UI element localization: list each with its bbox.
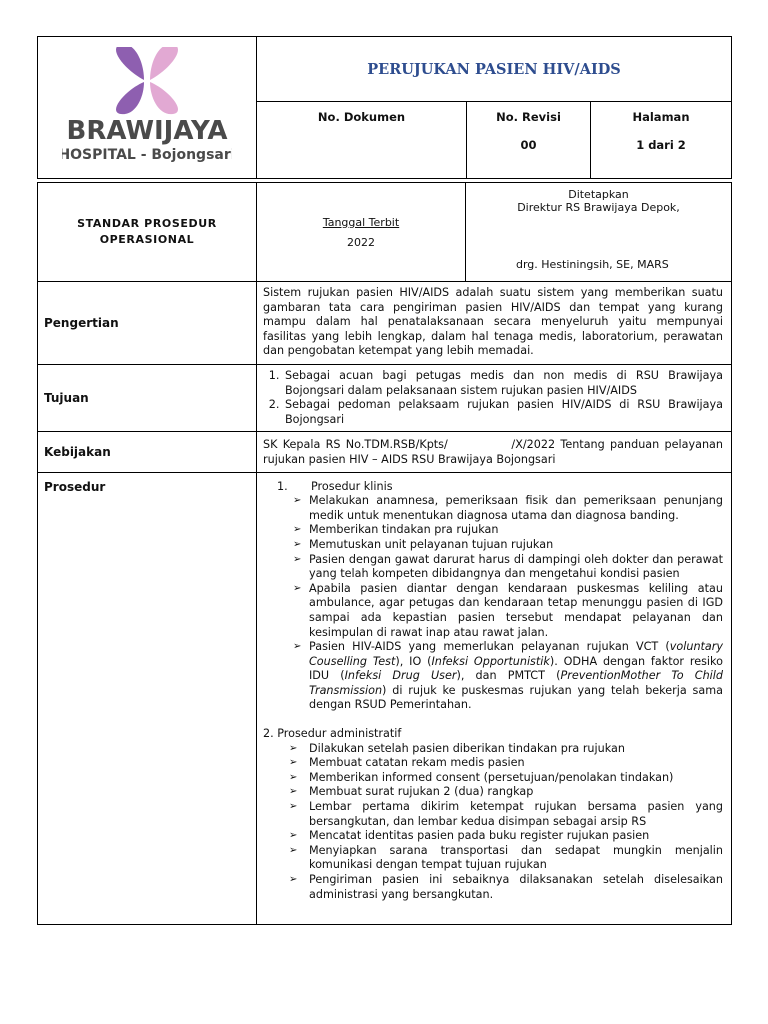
vct-text-4: ), dan PMTCT ( (456, 669, 561, 683)
list-item: ➢ Mencatat identitas pasien pada buku register rujukan pasien (289, 829, 723, 844)
tujuan-list (263, 369, 723, 427)
vct-italic-1: voluntary Couselling Test (309, 640, 723, 668)
list-item: ➢ Pasien dengan gawat darurat harus di dampingi oleh dokter dan perawat yang telah kompeten dibidangnya dan mengetahui kondisi pasien (293, 553, 723, 582)
ditetapkan-text: Ditetapkan (568, 188, 629, 201)
list-item: ➢ Lembar pertama dikirim ketempat rujukan bersama pasien yang bersangkutan, dan lembar kedua disimpan sebagai arsip RS (289, 800, 723, 829)
prosedur-klinis-number: 1. (277, 479, 288, 493)
kebijakan-text: SK Kepala RS No.TDM.RSB/Kpts/ /X/2022 Tentang panduan pelayanan rujukan pasien HIV – AIDS RSU Brawijaya Bojongsari (257, 432, 732, 472)
list-item: ➢ Dilakukan setelah pasien diberikan tindakan pra rujukan (289, 742, 723, 757)
list-item: ➢ Memberikan tindakan pra rujukan (293, 523, 723, 538)
pengertian-text: Sistem rujukan pasien HIV/AIDS adalah suatu sistem yang memberikan suatu gambaran tata cara pengiriman pasien HIV/AIDS dan tempat yang kurang mampu dalam hal penatalaksanaan secara menyeluruh yaitu mempunyai fasilitas yang lebih lengkap, dalam hal tenaga medis, laboratorium, perawatan dan pengobatan ketempat yang lebih memadai. (257, 282, 732, 365)
list-item: ➢ Membuat catatan rekam medis pasien (289, 756, 723, 771)
header-table (37, 36, 732, 179)
tujuan-cell (257, 365, 732, 432)
vct-text-5: ) di rujuk ke puskesmas rujukan yang telah bekerja sama dengan RSUD Pemerintahan. (309, 683, 723, 712)
list-item: ➢ Pengiriman pasien ini sebaiknya dilaksanakan setelah diselesaikan administrasi yang bersangkutan. (289, 873, 723, 902)
no-dokumen-cell (257, 102, 467, 179)
logo-brand-text: BRAWIJAYA (66, 115, 228, 146)
no-dokumen-label: No. Dokumen (317, 110, 406, 124)
list-item: 1. Sebagai acuan bagi petugas medis dan non medis di RSU Brawijaya Bojongsari dalam pelaksanaan sistem rujukan pasien HIV/AIDS (283, 369, 723, 398)
tanggal-terbit-label: Tanggal Terbit (322, 215, 400, 229)
halaman-label: Halaman (632, 110, 690, 124)
logo-sub-text: HOSPITAL - Bojongsari (62, 146, 232, 163)
kebijakan-label: Kebijakan (38, 432, 257, 472)
prosedur-label: Prosedur (38, 472, 257, 924)
list-item-vct (293, 640, 723, 713)
direktur-text: Direktur RS Brawijaya Depok, (517, 201, 680, 214)
sop-label-cell (38, 183, 257, 282)
pengertian-label: Pengertian (38, 282, 257, 365)
logo-cell (38, 37, 257, 179)
list-item: 2. Sebagai pedoman pelaksaam rujukan pasien HIV/AIDS di RSU Brawijaya Bojongsari (283, 398, 723, 427)
list-item: ➢ Menyiapkan sarana transportasi dan sedapat mungkin menjalin komunikasi dengan tempat tujuan rujukan (289, 844, 723, 873)
list-item: ➢ Memutuskan unit pelayanan tujuan rujukan (293, 538, 723, 553)
vct-text-2: ), IO ( (395, 654, 432, 668)
sop-document (37, 36, 731, 925)
prosedur-klinis-heading (263, 480, 723, 495)
tanggal-terbit-cell (257, 183, 466, 282)
vct-italic-2: Infeksi Opportunistik (431, 654, 550, 668)
vct-text-3: ). ODHA dengan faktor resiko IDU ( (309, 654, 723, 683)
body-table (37, 182, 732, 925)
vct-text-1: Pasien HIV-AIDS yang memerlukan pelayanan rujukan VCT ( (309, 640, 670, 654)
halaman-cell (591, 102, 732, 179)
list-item: ➢ Membuat surat rujukan 2 (dua) rangkap (289, 785, 723, 800)
hospital-logo-icon (62, 47, 232, 165)
no-revisi-label: No. Revisi (496, 110, 561, 124)
prosedur-administratif-list (263, 742, 723, 903)
no-revisi-value: 00 (520, 138, 537, 152)
vct-italic-4: PreventionMother To Child Transmission (309, 669, 723, 697)
list-item: ➢ Apabila pasien diantar dengan kendaraan puskesmas keliling atau ambulance, agar petugas dan kendaraan tetap menunggu pasien di IGD sampai ada kepastian pasien tersebut mendapat pelayanan dan kesimpulan di rawat inap atau rawat jalan. (293, 582, 723, 640)
prosedur-klinis-list (263, 494, 723, 713)
penetapan-cell (466, 183, 732, 282)
prosedur-klinis-title: Prosedur klinis (311, 479, 393, 493)
sop-label-line2: OPERASIONAL (99, 233, 195, 246)
tanggal-terbit-value: 2022 (347, 235, 375, 249)
list-item: ➢ Melakukan anamnesa, pemeriksaan fisik dan pemeriksaan penunjang medik untuk menentukan diagnosa utama dan diagnosa banding. (293, 494, 723, 523)
list-item: ➢ Memberikan informed consent (persetujuan/penolakan tindakan) (289, 771, 723, 786)
halaman-value: 1 dari 2 (636, 138, 686, 152)
document-title: PERUJUKAN PASIEN HIV/AIDS (257, 37, 732, 102)
tujuan-label: Tujuan (38, 365, 257, 432)
prosedur-administratif-heading: 2. Prosedur administratif (263, 727, 402, 741)
vct-italic-3: Infeksi Drug User (344, 669, 457, 683)
prosedur-cell (257, 472, 732, 924)
signatory-name: drg. Hestiningsih, SE, MARS (516, 258, 669, 271)
sop-label-line1: STANDAR PROSEDUR (77, 217, 217, 230)
no-revisi-cell (467, 102, 591, 179)
